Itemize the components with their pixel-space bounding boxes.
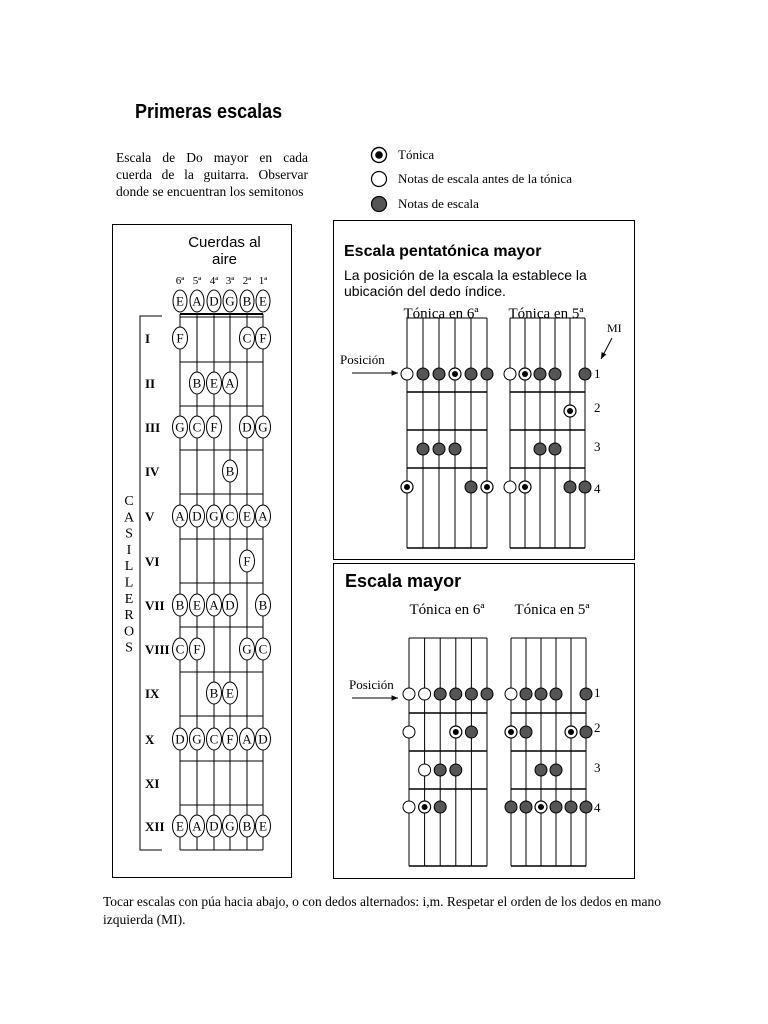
fretboard-heading-line1: Cuerdas al xyxy=(188,234,261,251)
fret-numeral-I: I xyxy=(145,331,151,346)
scale-note-dot xyxy=(580,688,592,700)
pentatonic-posicion-label: Posición xyxy=(340,352,385,367)
scale-note-dot xyxy=(434,688,446,700)
legend-scale-label: Notas de escala xyxy=(398,196,479,211)
fret-note: C xyxy=(175,641,185,657)
casilleros-letter: O xyxy=(123,624,135,640)
open-note-dot xyxy=(419,688,431,700)
scale-note-dot xyxy=(550,688,562,700)
pentatonic-finger-1: 1 xyxy=(594,366,601,381)
scale-note-dot xyxy=(481,688,493,700)
scale-note-dot xyxy=(549,443,561,455)
scale-grid xyxy=(510,318,585,548)
legend-tonic-label: Tónica xyxy=(398,147,435,162)
major-finger-3: 3 xyxy=(594,760,601,775)
fret-note: F xyxy=(210,419,218,435)
fret-numeral-X: X xyxy=(145,732,155,747)
fret-numeral-IV: IV xyxy=(145,464,160,479)
major-title: Escala mayor xyxy=(345,571,462,591)
major-finger-2: 2 xyxy=(594,720,601,735)
fret-note: A xyxy=(242,731,252,747)
fret-note: D xyxy=(175,731,185,747)
fret-note: A xyxy=(225,375,235,391)
fret-note: D xyxy=(225,597,235,613)
string-number-3: 3ª xyxy=(225,275,235,287)
string-number-6: 6ª xyxy=(175,275,185,287)
scale-note-dot xyxy=(481,368,493,380)
string-number-1: 1ª xyxy=(258,275,268,287)
open-note-dot xyxy=(505,688,517,700)
fret-note: E xyxy=(259,818,267,834)
open-note-1: E xyxy=(259,293,267,309)
casilleros-letter: S xyxy=(125,526,133,542)
casilleros-letter: L xyxy=(124,575,134,591)
tonic-dot-center xyxy=(567,408,573,414)
tonic-dot-center xyxy=(522,484,528,490)
fret-note: A xyxy=(175,508,185,524)
scale-note-dot xyxy=(465,688,477,700)
fret-note: C xyxy=(225,508,235,524)
fret-note: F xyxy=(226,731,234,747)
open-note-dot xyxy=(504,368,516,380)
open-note-4: D xyxy=(209,293,219,309)
scale-note-dot xyxy=(417,443,429,455)
scale-note-dot xyxy=(434,801,446,813)
fret-note: D xyxy=(192,508,202,524)
fret-numeral-VII: VII xyxy=(145,598,165,613)
open-note-dot xyxy=(401,368,413,380)
casilleros-letter: S xyxy=(125,640,133,656)
tonic-dot-center xyxy=(404,484,410,490)
fret-numeral-XII: XII xyxy=(145,819,165,834)
fret-note: B xyxy=(225,463,235,479)
pentatonic-finger-3: 3 xyxy=(594,439,601,454)
scale-note-dot xyxy=(535,688,547,700)
fret-note: C xyxy=(242,330,252,346)
scale-note-dot xyxy=(505,801,517,813)
scale-note-dot xyxy=(535,764,547,776)
pentatonic-finger-2: 2 xyxy=(594,400,601,415)
fret-note: E xyxy=(226,685,234,701)
tonic-dot-center xyxy=(422,804,428,810)
scale-note-dot xyxy=(450,764,462,776)
scale-note-dot xyxy=(449,443,461,455)
scale-grid xyxy=(511,638,586,866)
open-note-3: G xyxy=(225,293,235,309)
fret-note: C xyxy=(258,641,268,657)
scale-note-dot xyxy=(433,368,445,380)
pentatonic-label-6: Tónica en 6ª xyxy=(403,306,479,322)
scale-note-dot xyxy=(520,688,532,700)
fret-note: B xyxy=(258,597,268,613)
scale-note-dot xyxy=(520,801,532,813)
scale-grid xyxy=(407,318,487,548)
scale-note-dot xyxy=(465,726,477,738)
string-number-5: 5ª xyxy=(192,275,202,287)
scale-note-dot xyxy=(579,368,591,380)
scale-note-dot xyxy=(417,368,429,380)
fret-note: D xyxy=(209,818,219,834)
open-note-5: A xyxy=(192,293,202,309)
fret-note: E xyxy=(243,508,251,524)
fret-note: A xyxy=(192,818,202,834)
fret-note: B xyxy=(209,685,219,701)
tonic-dot-center xyxy=(452,371,458,377)
open-note-dot xyxy=(504,481,516,493)
fret-note: G xyxy=(175,419,185,435)
fret-note: A xyxy=(209,597,219,613)
open-note-dot xyxy=(419,764,431,776)
casilleros-letter: A xyxy=(123,510,135,526)
fret-note: D xyxy=(258,731,268,747)
pentatonic-finger-4: 4 xyxy=(594,481,601,496)
pentatonic-label-5: Tónica en 5ª xyxy=(508,306,584,322)
fret-note: E xyxy=(210,375,218,391)
tonic-dot-center xyxy=(508,729,514,735)
fret-note: F xyxy=(176,330,184,346)
tonic-dot-center xyxy=(453,729,459,735)
posicion-arrow-head xyxy=(392,370,398,375)
fret-note: G xyxy=(225,818,235,834)
fret-note: C xyxy=(209,731,219,747)
casilleros-letter: R xyxy=(124,608,134,624)
scale-note-dot xyxy=(579,481,591,493)
scale-grid xyxy=(409,638,487,866)
tonic-dot-center xyxy=(522,371,528,377)
intro-text: Escala de Do mayor en cada cuerda de la guitarra. Observar donde se encuentran los semitonos xyxy=(116,150,308,199)
scale-note-dot xyxy=(534,443,546,455)
fret-numeral-XI: XI xyxy=(145,776,160,791)
fret-note: G xyxy=(258,419,268,435)
scale-note-dot xyxy=(450,688,462,700)
scale-note-dot xyxy=(433,443,445,455)
fret-note: C xyxy=(192,419,202,435)
open-note-dot xyxy=(403,726,415,738)
scale-note-dot xyxy=(564,481,576,493)
open-note-2: B xyxy=(242,293,252,309)
fret-numeral-VIII: VIII xyxy=(145,642,170,657)
fret-note: B xyxy=(192,375,202,391)
fret-numeral-IX: IX xyxy=(145,686,160,701)
major-label-5: Tónica en 5ª xyxy=(514,602,590,618)
scale-note-dot xyxy=(550,764,562,776)
major-label-6: Tónica en 6ª xyxy=(409,602,485,618)
fret-note: B xyxy=(242,818,252,834)
pentatonic-desc-line1: La posición de la escala la establece la xyxy=(344,267,587,283)
fret-note: E xyxy=(176,818,184,834)
fret-note: E xyxy=(193,597,201,613)
fret-numeral-III: III xyxy=(145,420,161,435)
casilleros-letter: C xyxy=(124,494,134,509)
fret-note: G xyxy=(192,731,202,747)
scale-note-dot xyxy=(550,801,562,813)
fret-note: F xyxy=(259,330,267,346)
tonic-dot-center xyxy=(538,804,544,810)
major-finger-1: 1 xyxy=(594,685,601,700)
major-posicion-arrow-head xyxy=(392,695,398,700)
fret-numeral-VI: VI xyxy=(145,554,160,569)
major-posicion-label: Posición xyxy=(349,677,394,692)
fret-note: B xyxy=(175,597,185,613)
fret-numeral-V: V xyxy=(145,509,155,524)
open-note-dot xyxy=(403,801,415,813)
casilleros-letter: E xyxy=(124,591,134,607)
major-finger-4: 4 xyxy=(594,800,601,815)
pentatonic-desc-line2: ubicación del dedo índice. xyxy=(344,283,506,299)
string-number-2: 2ª xyxy=(242,275,252,287)
scale-note-dot xyxy=(549,368,561,380)
legend-before-label: Notas de escala antes de la tónica xyxy=(398,171,572,186)
fretboard-heading-line2: aire xyxy=(211,251,237,268)
fret-note: A xyxy=(258,508,268,524)
scale-note-dot xyxy=(580,801,592,813)
footer-text: Tocar escalas con púa hacia abajo, o con dedos alternados: i,m. Respetar el orden de los dedos en mano izquierda (MI). xyxy=(103,894,661,927)
scale-note-dot xyxy=(534,368,546,380)
casilleros-letter: L xyxy=(124,559,134,575)
fret-note: G xyxy=(242,641,252,657)
page-title: Primeras escalas xyxy=(135,101,283,123)
scale-note-dot xyxy=(465,481,477,493)
open-note-6: E xyxy=(176,293,184,309)
fret-note: F xyxy=(193,641,201,657)
scale-note-dot xyxy=(580,726,592,738)
casilleros-letter: I xyxy=(126,542,132,558)
tonic-dot-center xyxy=(484,484,490,490)
pentatonic-title: Escala pentatónica mayor xyxy=(344,243,542,260)
scale-note-dot xyxy=(465,368,477,380)
string-number-4: 4ª xyxy=(209,275,219,287)
pentatonic-mi-label: MI xyxy=(607,321,622,335)
scale-note-dot xyxy=(434,764,446,776)
scale-note-dot xyxy=(520,726,532,738)
fret-note: F xyxy=(243,553,251,569)
scale-note-dot xyxy=(565,801,577,813)
fret-note: G xyxy=(209,508,219,524)
open-note-dot xyxy=(403,688,415,700)
tonic-dot-center xyxy=(568,729,574,735)
fret-numeral-II: II xyxy=(145,376,156,391)
fret-note: D xyxy=(242,419,252,435)
